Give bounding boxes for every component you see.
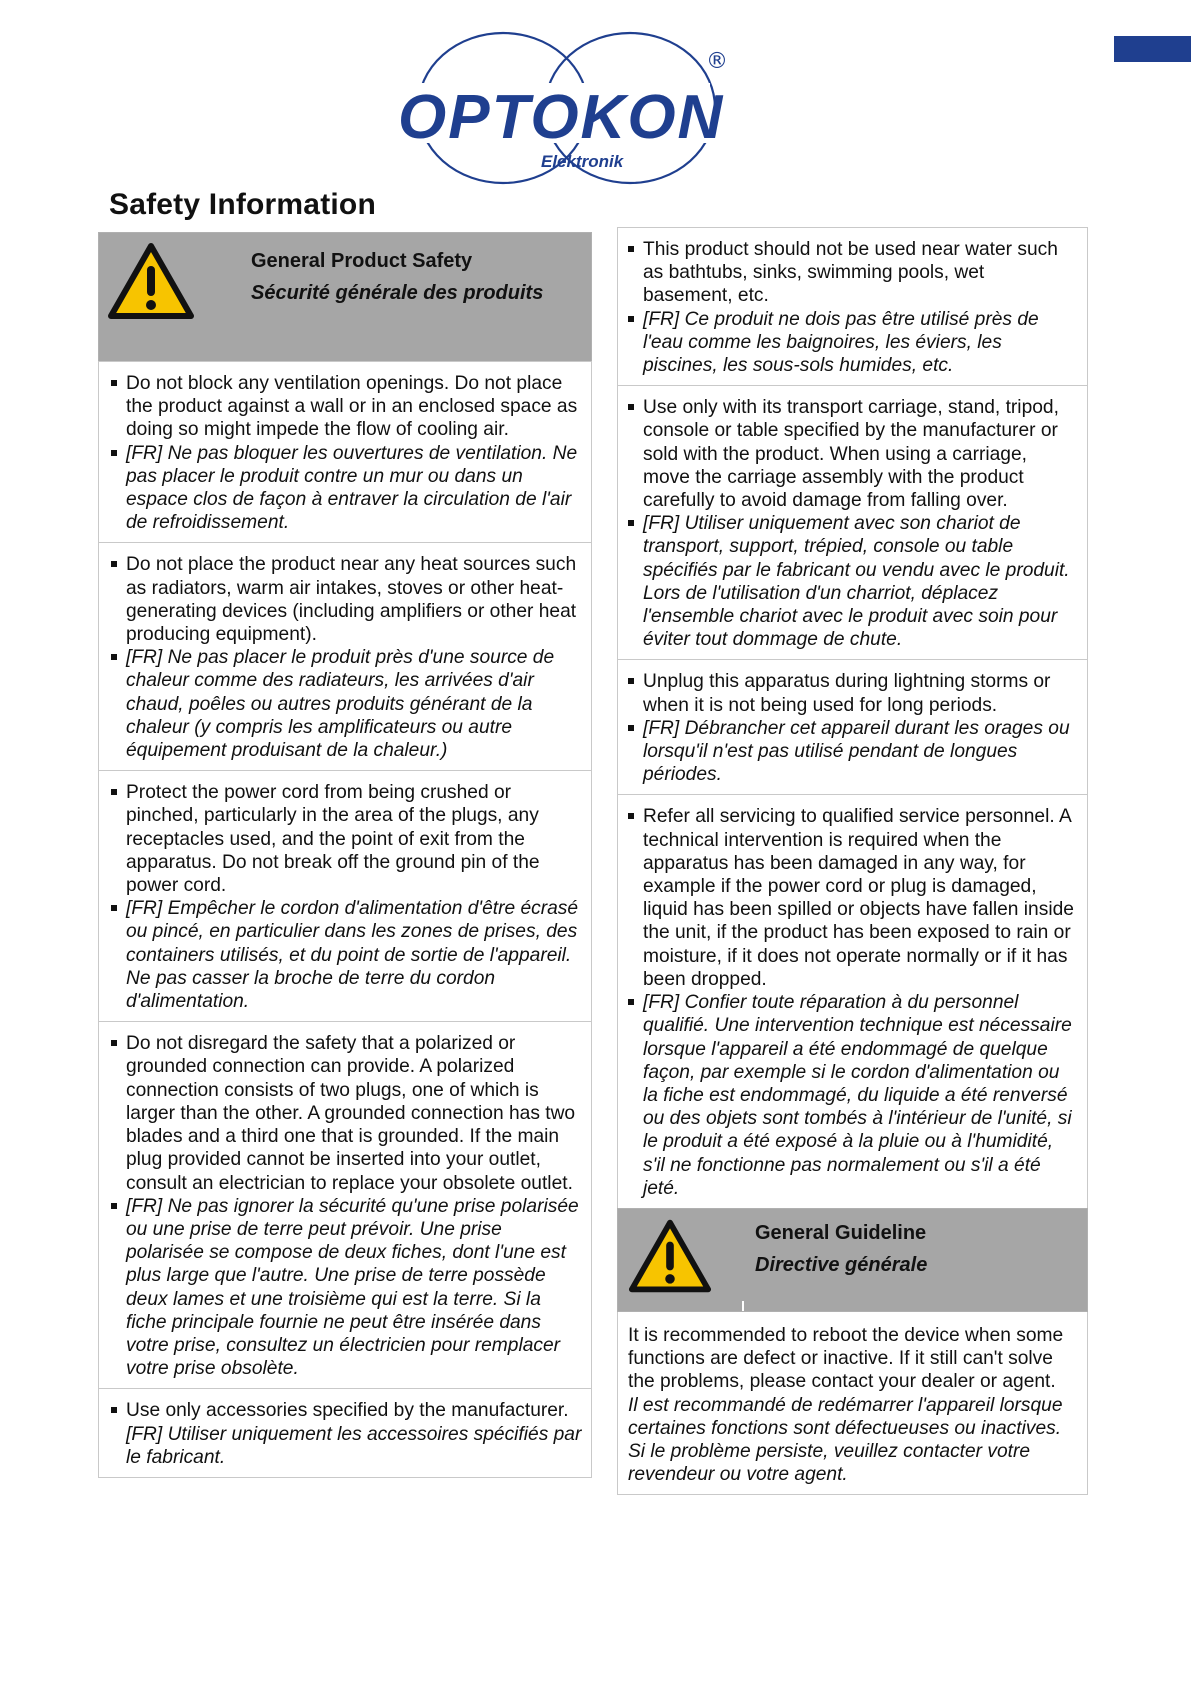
header-title-fr: Directive générale (755, 1253, 928, 1276)
safety-item-en: Use only accessories specified by the manufacturer. (111, 1399, 583, 1422)
safety-box-heat (98, 542, 592, 770)
left-column (98, 232, 592, 1478)
divider-tick (742, 1301, 744, 1311)
optokon-logo (398, 28, 793, 188)
right-column (617, 227, 1088, 1495)
header-title-fr: Sécurité générale des produits (251, 282, 544, 304)
warning-icon (107, 241, 195, 321)
brand-subname: Elektronik (541, 152, 624, 171)
guideline-en: It is recommended to reboot the device when some functions are defect or inactive. If it still can't solve the problems, please contact your dealer or agent. (628, 1324, 1064, 1393)
safety-box-lightning (617, 659, 1088, 794)
safety-item-fr: [FR] Ne pas bloquer les ouvertures de ventilation. Ne pas placer le produit contre un mur ou dans un espace clos de façon à entraver la circulation de l'air de refroidissement. (111, 442, 583, 535)
safety-item-fr: [FR] Utiliser uniquement avec son chariot de transport, support, trépied, console ou table spécifiés par le fabricant ou vendu avec le produit. Lors de l'utilisation d'un charriot, déplacez l'ensemble chariot avec le produit avec soin pour éviter tout dommage de chute. (628, 512, 1079, 651)
safety-item-fr: [FR] Utiliser uniquement les accessoires spécifiés par le fabricant. (126, 1423, 582, 1468)
general-product-safety-header (98, 232, 592, 361)
safety-item-fr: [FR] Ne pas ignorer la sécurité qu'une prise polarisée ou une prise de terre peut prévoir. Une prise polarisée se compose de deux fiches, dont l'une est plus large que l'autre. Une prise de terre possède deux lames et une troisième qui est la terre. Si la fiche principale fournie ne peut être insérée dans votre prise, consultez un électricien pour remplacer votre prise obsolète. (111, 1195, 583, 1381)
safety-box-servicing (617, 794, 1088, 1207)
safety-item-en: Refer all servicing to qualified service personnel. A technical intervention is required when the apparatus has been damaged in any way, for example if the power cord or plug is damaged, liquid has been spilled or objects have fallen inside the unit, if the product has been exposed to rain or moisture, if it does not operate normally or if it has been dropped. (628, 805, 1079, 991)
header-title: General Guideline (755, 1221, 927, 1244)
safety-item-fr: [FR] Confier toute réparation à du personnel qualifié. Une intervention technique est nécessaire lorsque l'appareil a été endommagé de quelque façon, par exemple si le cordon d'alimentation ou la fiche est endommagé, du liquide a été renversé ou des objets sont tombés à l'intérieur de l'unité, si le produit a été exposé à la pluie ou à l'humidité, s'il ne fonctionne pas normalement ou s'il a été jeté. (628, 991, 1079, 1200)
safety-item-en: Protect the power cord from being crushed or pinched, particularly in the area of the plugs, any receptacles used, and the point of exit from the apparatus. Do not break off the ground pin of the power cord. (111, 781, 583, 897)
safety-item-en: Do not block any ventilation openings. Do not place the product against a wall or in an enclosed space as doing so might impede the flow of cooling air. (111, 372, 583, 442)
safety-item-en: Do not disregard the safety that a polarized or grounded connection can provide. A polarized connection consists of two plugs, one of which is larger than the other. A grounded connection has two blades and a third one that is grounded. If the main plug provided cannot be inserted into your outlet, consult an electrician to replace your obsolete outlet. (111, 1032, 583, 1194)
safety-item-fr: [FR] Débrancher cet appareil durant les orages ou lorsqu'il n'est pas utilisé pendant de longues périodes. (628, 717, 1079, 787)
safety-item-en: Do not place the product near any heat sources such as radiators, warm air intakes, stoves or other heat-generating devices (including amplifiers or other heat producing equipment). (111, 553, 583, 646)
safety-item-en: Unplug this apparatus during lightning storms or when it is not being used for long periods. (628, 670, 1079, 716)
safety-item-en: This product should not be used near water such as bathtubs, sinks, swimming pools, wet basement, etc. (628, 238, 1079, 308)
safety-item-fr: [FR] Empêcher le cordon d'alimentation d'être écrasé ou pincé, en particulier dans les zones de prises, des containers utilisés, et du point de sortie de l'appareil. Ne pas casser la broche de terre du cordon d'alimentation. (111, 897, 583, 1013)
page-title: Safety Information (109, 188, 376, 221)
safety-item-fr: [FR] Ne pas placer le produit près d'une source de chaleur comme des radiateurs, les arrivées d'air chaud, poêles ou autres produits générant de la chaleur (y compris les amplificateurs ou autre équipement produisant de la chaleur.) (111, 646, 583, 762)
safety-item-fr: [FR] Ce produit ne dois pas être utilisé près de l'eau comme les baignoires, les éviers, les piscines, les sous-sols humides, etc. (628, 308, 1079, 378)
safety-box-ventilation (98, 361, 592, 542)
safety-box-power-cord (98, 770, 592, 1021)
warning-icon (628, 1217, 712, 1295)
safety-box-carriage (617, 385, 1088, 659)
safety-item-en: Use only with its transport carriage, stand, tripod, console or table specified by the manufacturer or sold with the product. When using a carriage, move the carriage assembly with the product carefully to avoid damage from falling over. (628, 396, 1079, 512)
safety-box-polarized (98, 1021, 592, 1388)
guideline-fr: Il est recommandé de redémarrer l'appareil lorsque certaines fonctions sont défectueuses ou inactives. Si le problème persiste, veuillez contacter votre revendeur ou votre agent. (628, 1394, 1063, 1486)
safety-box-water (617, 227, 1088, 385)
header-text (755, 1217, 1055, 1281)
header-text (251, 245, 551, 309)
corner-color-tab (1114, 36, 1191, 62)
guideline-box (617, 1312, 1088, 1495)
general-guideline-header (617, 1208, 1088, 1312)
registered-mark: ® (706, 49, 728, 74)
header-title: General Product Safety (251, 250, 473, 272)
safety-box-accessories (98, 1388, 592, 1478)
brand-name: OPTOKON (398, 83, 725, 152)
